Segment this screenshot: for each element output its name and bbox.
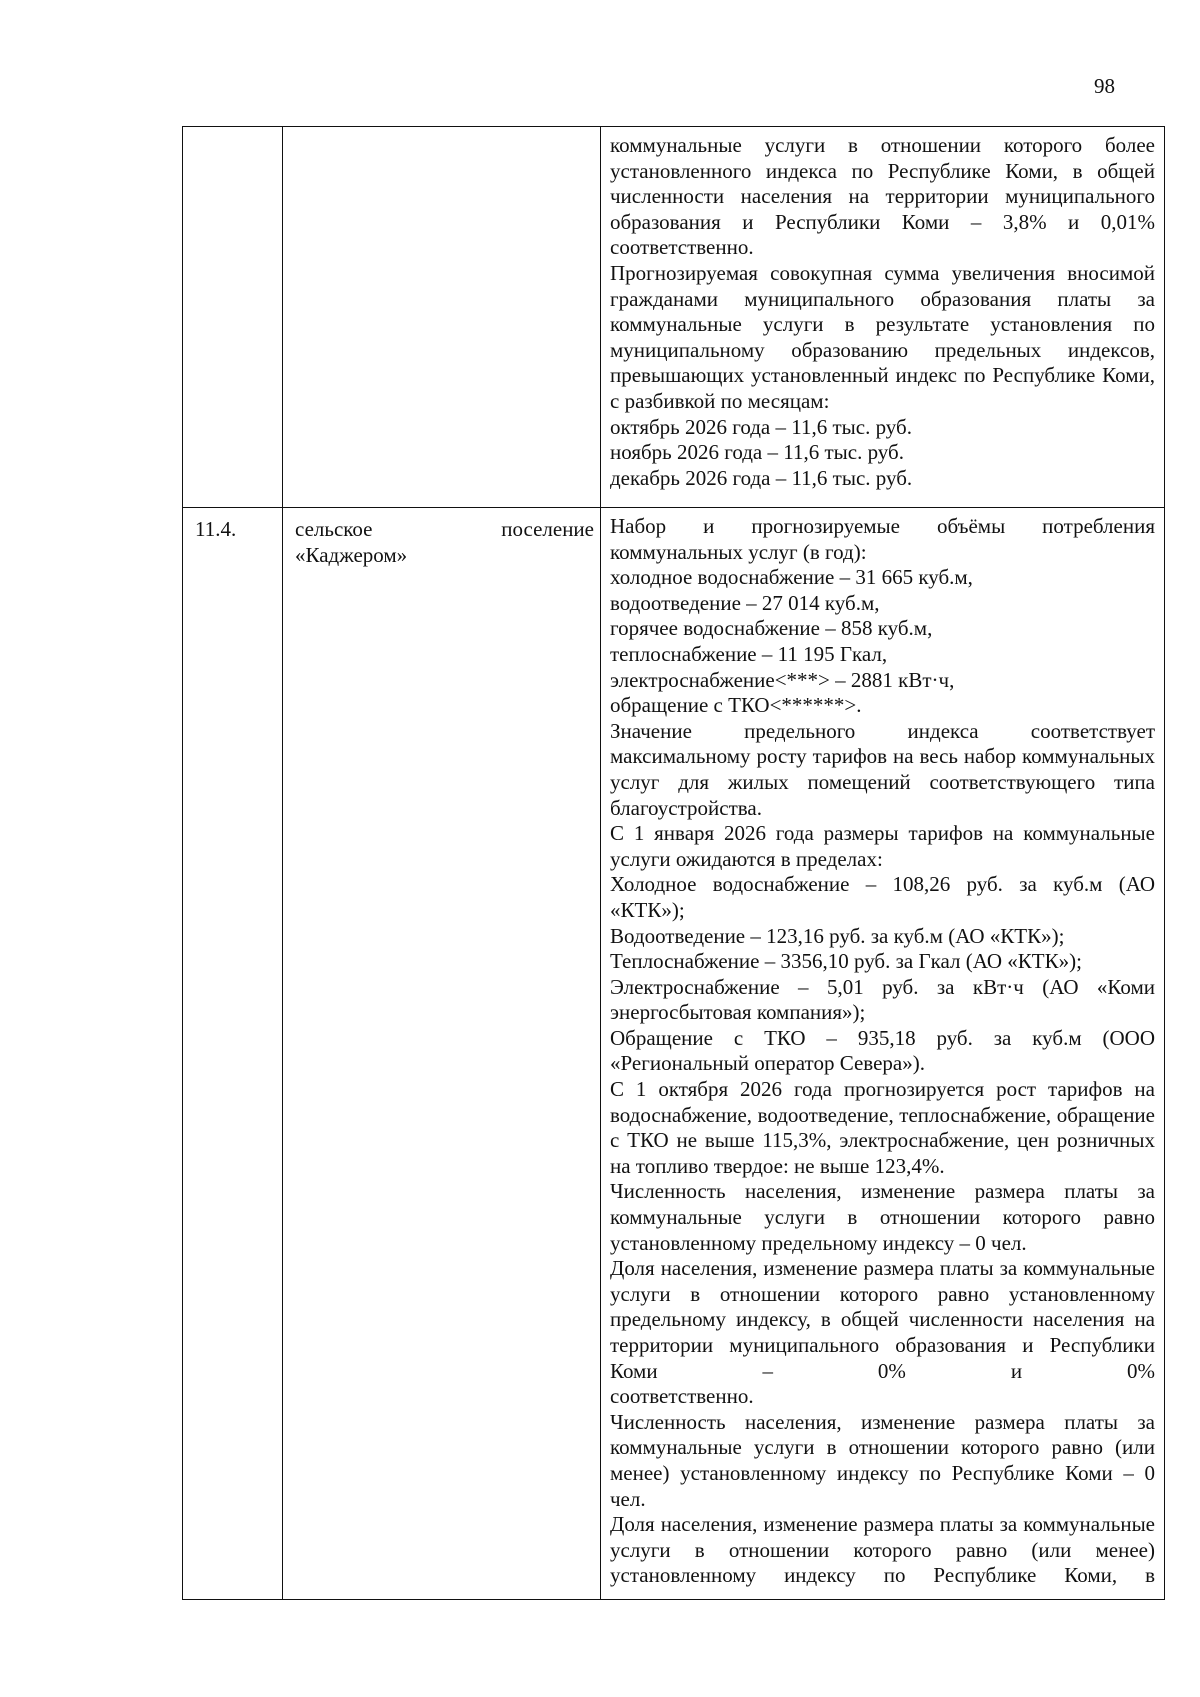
table-row <box>183 127 1165 508</box>
settlement-type-left: сельское <box>295 517 373 541</box>
paragraph-population-equal-share: Доля населения, изменение размера платы за коммунальные услуги в отношении которого равно установленному предельному индексу, в общей численности населения на территории муниципального образования и Республики Коми – 0% и 0% <box>610 1256 1155 1383</box>
list-item-month: октябрь 2026 года – 11,6 тыс. руб. <box>610 414 912 439</box>
row2-description-cell <box>601 508 1165 1600</box>
list-item-tariff: Холодное водоснабжение – 108,26 руб. за куб.м (АО «КТК»); <box>610 872 1155 922</box>
paragraph-population-equal-count: Численность населения, изменение размера платы за коммунальные услуги в отношении которого равно установленному предельному индексу – 0 чел. <box>610 1179 1155 1255</box>
list-item-volume: теплоснабжение – 11 195 Гкал, <box>610 641 888 666</box>
paragraph-index-value: Значение предельного индекса соответствует максимальному росту тарифов на весь набор коммунальных услуг для жилых помещений соответствующего типа благоустройства. <box>610 718 1155 820</box>
list-item-month: ноябрь 2026 года – 11,6 тыс. руб. <box>610 440 904 465</box>
paragraph-intro: коммунальные услуги в отношении которого более установленного индекса по Республике Коми, в общей численности населения на территории муниципального образования и Республики Коми – 3,8% и 0,01% <box>610 133 1155 234</box>
settlement-type <box>295 517 594 543</box>
table-row <box>183 508 1165 1600</box>
paragraph-population-equal-share-end: соответственно. <box>610 1384 754 1409</box>
row1-description-cell <box>601 127 1165 508</box>
list-item-volume: водоотведение – 27 014 куб.м, <box>610 590 880 615</box>
list-item-volume: холодное водоснабжение – 31 665 куб.м, <box>610 565 973 590</box>
row1-settlement-cell <box>283 127 601 508</box>
list-item-tariff: Электроснабжение – 5,01 руб. за кВт·ч (АО «Коми энергосбытовая компания»); <box>610 974 1155 1025</box>
list-item-tariff: Обращение с ТКО – 935,18 руб. за куб.м (ООО «Региональный оператор Севера»). <box>610 1025 1155 1076</box>
list-item-volume: электроснабжение<***> – 2881 кВт·ч, <box>610 667 955 692</box>
paragraph-october-growth: С 1 октября 2026 года прогнозируется рост тарифов на водоснабжение, водоотведение, теплоснабжение, обращение с ТКО не выше 115,3%, электроснабжение, цен розничных на топливо твердое: не выше 123,4%. <box>610 1077 1155 1178</box>
paragraph-set-heading: Набор и прогнозируемые объёмы потребления коммунальных услуг (в год): <box>610 514 1155 564</box>
settlement-name: «Каджером» <box>295 542 408 567</box>
row2-number-cell <box>183 508 283 1600</box>
list-item-month: декабрь 2026 года – 11,6 тыс. руб. <box>610 465 913 490</box>
data-table <box>182 126 1165 1600</box>
paragraph-intro-end: соответственно. <box>610 235 754 260</box>
row2-settlement-cell <box>283 508 601 1600</box>
settlement-type-right: поселение <box>501 517 594 541</box>
list-item-tariff: Водоотведение – 123,16 руб. за куб.м (АО «КТК»); <box>610 923 1065 948</box>
paragraph-population-le-share: Доля населения, изменение размера платы за коммунальные услуги в отношении которого равно (или менее) установленному индексу по Республике Коми, в <box>610 1512 1155 1588</box>
row1-number-cell <box>183 127 283 508</box>
list-item-tariff: Теплоснабжение – 3356,10 руб. за Гкал (АО «КТК»); <box>610 949 1082 974</box>
list-item-volume: обращение с ТКО<******>. <box>610 693 862 718</box>
row-number: 11.4. <box>195 517 237 541</box>
paragraph-population-le-count: Численность населения, изменение размера платы за коммунальные услуги в отношении которого равно (или менее) установленному индексу по Республике Коми – 0 чел. <box>610 1409 1155 1511</box>
list-item-volume: горячее водоснабжение – 858 куб.м, <box>610 616 933 641</box>
paragraph-forecast: Прогнозируемая совокупная сумма увеличения вносимой гражданами муниципального образования платы за коммунальные услуги в результате установления по муниципальному образованию предельных индексов, превышающих установленный индекс по Республике Коми, с разбивкой по месяцам: <box>610 260 1155 413</box>
page-number: 98 <box>1094 74 1115 98</box>
paragraph-tariffs-intro: С 1 января 2026 года размеры тарифов на коммунальные услуги ожидаются в пределах: <box>610 821 1155 871</box>
